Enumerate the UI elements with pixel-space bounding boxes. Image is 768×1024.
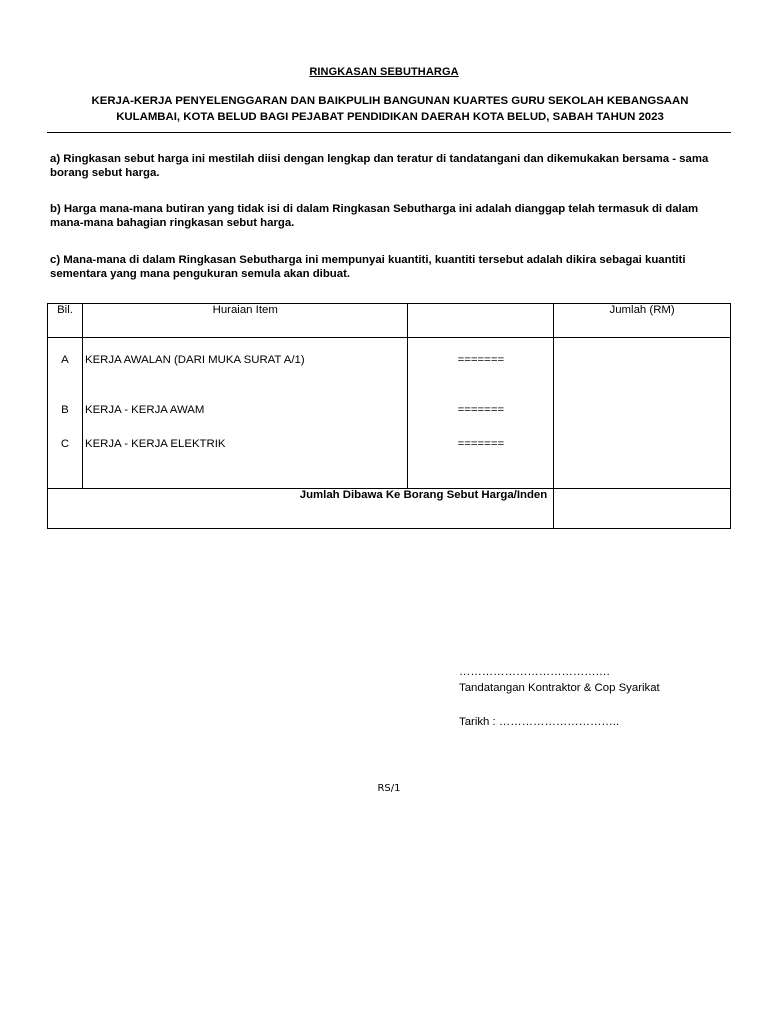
header-bil: Bil.	[48, 304, 83, 338]
signature-line: ……………………………….…	[459, 666, 611, 678]
footer-total-amount	[554, 489, 731, 529]
document-subtitle	[40, 93, 740, 125]
header-amount: Jumlah (RM)	[554, 304, 731, 338]
header-mark	[408, 304, 554, 338]
footer-total-label: Jumlah Dibawa Ke Borang Sebut Harga/Inden	[48, 489, 554, 529]
row-c-description: KERJA - KERJA ELEKTRIK	[84, 438, 226, 450]
row-a-description: KERJA AWALAN (DARI MUKA SURAT A/1)	[84, 354, 305, 366]
note-b: b) Harga mana-mana butiran yang tidak isi di dalam Ringkasan Sebutharga ini adalah dianggap telah termasuk di dalam mana-mana bahagian ringkasan sebut harga.	[50, 203, 699, 229]
document-title: RINGKASAN SEBUTHARGA	[309, 66, 459, 78]
amount-column	[554, 338, 731, 489]
table-header-row	[48, 304, 731, 338]
bil-column	[48, 338, 83, 489]
subtitle-line-1: KERJA-KERJA PENYELENGGARAN DAN BAIKPULIH BANGUNAN KUARTES GURU SEKOLAH KEBANGSAAN	[91, 95, 689, 107]
row-a-mark: =======	[457, 354, 505, 366]
row-b-bil: B	[61, 404, 69, 416]
date-line: Tarikh : …………………………..	[459, 716, 620, 728]
row-c-bil: C	[60, 438, 70, 450]
mark-column	[408, 338, 554, 489]
header-description: Huraian Item	[82, 304, 408, 338]
row-c-mark: =======	[457, 438, 505, 450]
table-body-row	[48, 338, 731, 489]
note-c: c) Mana-mana di dalam Ringkasan Sebutharga ini mempunyai kuantiti, kuantiti tersebut adalah dikira sebagai kuantiti sementara yang mana pengukuran semula akan dibuat.	[50, 254, 686, 280]
header-divider	[47, 132, 731, 133]
page-code: RS/1	[377, 783, 401, 794]
signature-label: Tandatangan Kontraktor & Cop Syarikat	[459, 682, 660, 694]
note-a: a) Ringkasan sebut harga ini mestilah diisi dengan lengkap dan teratur di tandatangani dan dikemukakan bersama - sama borang sebut harga.	[50, 153, 709, 179]
row-a-bil: A	[61, 354, 69, 366]
table-footer-row	[48, 489, 731, 529]
description-column	[82, 338, 408, 489]
subtitle-line-2: KULAMBAI, KOTA BELUD BAGI PEJABAT PENDIDIKAN DAERAH KOTA BELUD, SABAH TAHUN 2023	[116, 111, 664, 123]
row-b-mark: =======	[457, 404, 505, 416]
summary-table	[47, 303, 731, 529]
row-b-description: KERJA - KERJA AWAM	[84, 404, 205, 416]
